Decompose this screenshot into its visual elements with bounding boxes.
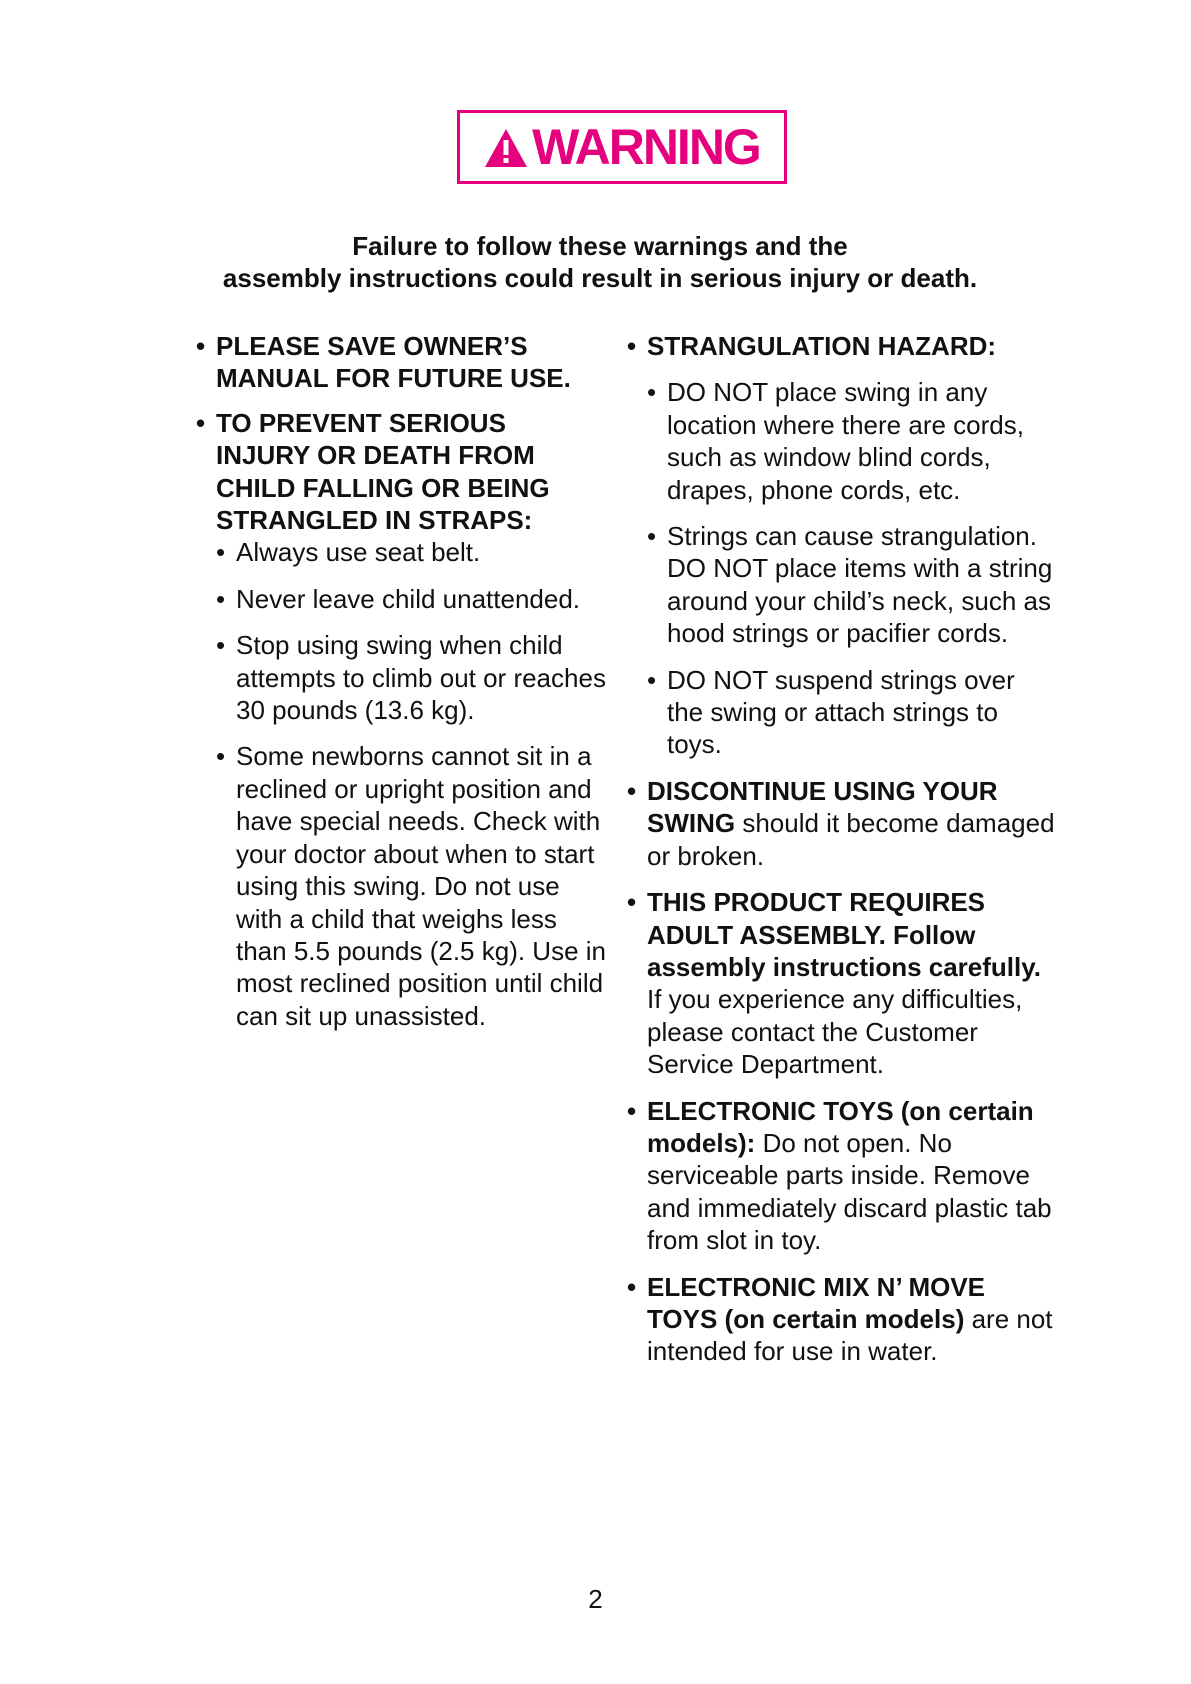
mix-n-move-item [627, 1271, 1057, 1368]
list-item [196, 536, 606, 568]
save-manual-text: PLEASE SAVE OWNER’S MANUAL FOR FUTURE USE. [216, 331, 571, 394]
bullet: • [196, 407, 206, 438]
list-item [196, 629, 606, 726]
bullet: • [627, 331, 637, 361]
list-item-text: Always use seat belt. [236, 537, 481, 568]
discontinue-text: should it become damaged or broken. [647, 808, 1055, 871]
bullet: • [216, 741, 226, 772]
strangulation-list [627, 376, 1057, 760]
list-item-text: Stop using swing when child attempts to climb out or reaches 30 pounds (13.6 kg). [236, 630, 606, 726]
list-item-text: DO NOT place swing in any location where there are cords, such as window blind cords, drapes, phone cords, etc. [667, 377, 1024, 505]
bullet: • [647, 377, 657, 408]
warning-title: WARNING [532, 119, 760, 175]
electronic-toys-bold: ELECTRONIC TOYS (on certain models): [647, 1095, 1034, 1158]
left-column [196, 330, 606, 1032]
prevent-injury-heading: TO PREVENT SERIOUS INJURY OR DEATH FROM CHILD FALLING OR BEING STRANGLED IN STRAPS: [216, 407, 550, 536]
bullet: • [627, 775, 637, 806]
page-number: 2 [588, 1584, 603, 1614]
warning-triangle-icon [484, 128, 528, 168]
prevent-injury-item [196, 407, 606, 537]
intro-line-2: assembly instructions could result in serious injury or death. [222, 263, 978, 293]
list-item [627, 664, 1057, 761]
electronic-toys-text: Do not open. No serviceable parts inside. Remove and immediately discard plastic tab from slot in toy. [647, 1127, 1052, 1256]
mix-n-move-bold: ELECTRONIC MIX N’ MOVE TOYS (on certain models) [647, 1271, 986, 1334]
bullet: • [216, 630, 226, 661]
intro-statement [100, 230, 1100, 294]
warning-label [457, 110, 787, 184]
strangulation-hazard-item [627, 330, 1057, 362]
bullet: • [196, 331, 206, 361]
intro-line-1: Failure to follow these warnings and the [352, 231, 848, 261]
bullet: • [216, 583, 226, 614]
prevent-injury-list [196, 536, 606, 1032]
bullet: • [627, 1095, 637, 1126]
discontinue-item [627, 775, 1057, 872]
right-column [627, 330, 1057, 1368]
list-item-text: Some newborns cannot sit in a reclined or upright position and have special needs. Check with your doctor about when to start using this swing. Do not use with a child that weighs less than 5.5 pounds (2.5 kg). Use in most reclined position until child can sit up unassisted. [236, 741, 607, 1031]
adult-assembly-item [627, 886, 1057, 1080]
list-item [196, 583, 606, 615]
list-item [627, 376, 1057, 506]
bullet: • [627, 887, 637, 918]
list-item-text: Strings can cause strangulation. DO NOT place items with a string around your child’s neck, such as hood strings or pacifier cords. [667, 521, 1053, 649]
bullet: • [216, 537, 226, 568]
list-item [196, 740, 606, 1032]
mix-n-move-text: are not intended for use in water. [647, 1303, 1053, 1367]
adult-assembly-text: If you experience any difficulties, please contact the Customer Service Department. [647, 984, 1023, 1080]
adult-assembly-bold: THIS PRODUCT REQUIRES ADULT ASSEMBLY. Follow assembly instructions carefully. [647, 887, 1041, 982]
list-item [627, 520, 1057, 650]
bullet: • [627, 1271, 637, 1302]
discontinue-bold: DISCONTINUE USING YOUR SWING [647, 775, 998, 839]
save-manual-item [196, 330, 606, 395]
list-item-text: Never leave child unattended. [236, 583, 581, 614]
list-item-text: DO NOT suspend strings over the swing or attach strings to toys. [667, 664, 1015, 760]
strangulation-heading: STRANGULATION HAZARD: [647, 331, 997, 361]
bullet: • [647, 664, 657, 695]
electronic-toys-item [627, 1095, 1057, 1257]
bullet: • [647, 521, 657, 552]
